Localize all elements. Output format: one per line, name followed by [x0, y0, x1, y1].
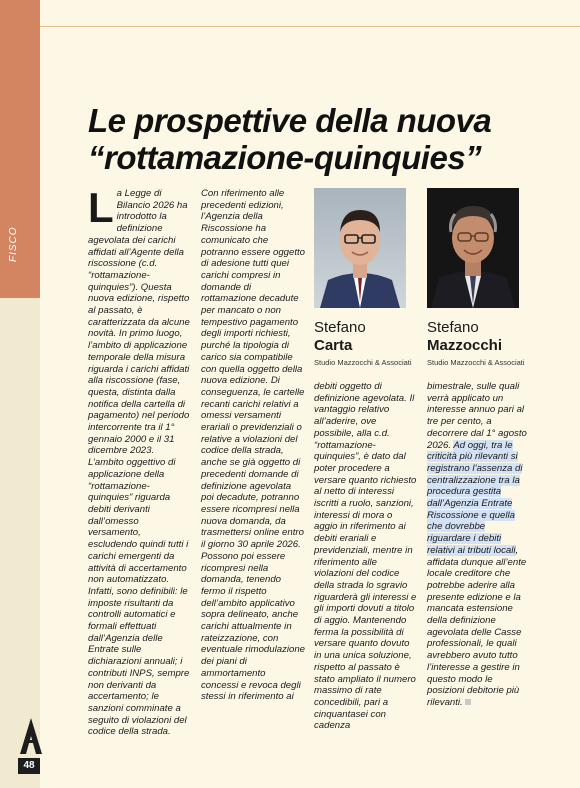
- top-rule: [40, 26, 580, 27]
- author-2-last-name: Mazzocchi: [427, 337, 503, 354]
- column-4-text-start: bimestrale, sulle quali verrà applicato un interesse annuo pari al tre per cento, a decorrere dal 1° agosto 2026.: [427, 381, 527, 451]
- article-column-1: [88, 184, 192, 738]
- article-column-4: [427, 381, 531, 709]
- portrait-carta-icon: [314, 188, 406, 308]
- end-of-article-icon: [465, 699, 471, 705]
- headline-line-2: “rottamazione-quinquies”: [88, 139, 482, 176]
- author-photo-mazzocchi: [427, 188, 519, 308]
- drop-cap: L: [88, 184, 114, 231]
- headline-line-1: Le prospettive della nuova: [88, 102, 492, 139]
- column-4-text-end: , affidata dunque all’ente locale creditore che potrebbe aderire alla presente edizione e la mancata estensione della definizione agevolata delle Casse professionali, le quali avrebbero avuto tutto l’interesse a gestire in questo modo le posizioni debitorie più rilevanti.: [427, 544, 527, 708]
- author-1-first-name: Stefano: [314, 319, 366, 336]
- page-number: 48: [18, 758, 40, 774]
- author-1-last-name: Carta: [314, 337, 353, 354]
- author-photo-carta: [314, 188, 406, 308]
- magazine-logo-icon: [20, 718, 42, 754]
- section-label: FISCO: [8, 226, 19, 262]
- author-1-firm: Studio Mazzocchi & Associati: [314, 358, 412, 367]
- column-1-text: a Legge di Bilancio 2026 ha introdotto la definizione agevolata dei carichi affidati all’Agente della riscossione (c.d. “rottamazione-quinquies”). Questa nuova edizione, rispetto al passato, è caratterizzata da alcune novità. In primo luogo, l’ambito di applicazione temporale della misura riguarda i carichi affidati alla riscossione (fase, questa, distinta dalla notifica della cartella di pagamento) nel periodo intercorrente tra il 1° gennaio 2000 e il 31 dicembre 2023. L’ambito oggettivo di applicazione della “rottamazione-quinquies” riguarda debiti derivanti dall’omesso versamento, escludendo quindi tutti i carichi emergenti da attività di accertamento non automatizzato. Infatti, sono definibili: le imposte risultanti da controlli automatici e formali effettuati dall’Agenzia delle Entrate sulle dichiarazioni annuali; i contributi INPS, sempre non derivanti da accertamento; le sanzioni comminate a seguito di violazioni del codice della strada.: [88, 188, 190, 738]
- column-3-text: debiti oggetto di definizione agevolata. Il vantaggio relativo all’aderire, ove possibile, alla c.d. “rottamazione-quinquies”, è dato dal poter procedere a versare quanto richiesto al netto di interessi iscritti a ruolo, sanzioni, interessi di mora o aggio in riferimento ai debiti erariali e previdenziali, mentre in riferimento alle violazioni del codice della strada lo sgravio riguarderà gli interessi e gli importi dovuti a titolo di aggio. Mantenendo ferma la possibilità di versare quanto dovuto in una unica soluzione, rispetto al passato è stato ampliato il numero massimo di rate concedibili, pari a cinquantasei con cadenza: [314, 381, 417, 732]
- highlighted-passage: Ad oggi, tra le criticità più rilevanti si registrano l’assenza di centralizzazione tra la procedura gestita dall’Agenzia Entrate Riscossione e quella che dovrebbe riguardare i debiti relativi ai tributi locali: [427, 439, 523, 556]
- portrait-mazzocchi-icon: [427, 188, 519, 308]
- author-2-first-name: Stefano: [427, 319, 479, 336]
- author-2-firm: Studio Mazzocchi & Associati: [427, 358, 525, 367]
- column-2-text: Con riferimento alle precedenti edizioni, l’Agenzia della Riscossione ha comunicato che potranno essere oggetto di adesione tutti quei carichi compresi in domande di rottamazione decadute per mancato o non tempestivo pagamento degli importi richiesti, purché la tipologia di carico sia compatibile con quella oggetto della nuova edizione. Di conseguenza, le cartelle recanti carichi relativi a omessi versamenti erariali o previdenziali o relative a violazioni del codice della strada, anche se già oggetto di precedenti domande di definizione agevolata poi decadute, potranno essere ricompresi nella nuova domanda, da trasmettersi online entro il giorno 30 aprile 2026. Possono poi essere ricompresi nella domanda, tenendo fermo il rispetto dell’ambito applicativo sopra delineato, anche carichi attualmente in rateizzazione, con eventuale rimodulazione dei piani di ammortamento concessi e revoca degli stessi in riferimento ai: [201, 188, 306, 703]
- article-column-2: [201, 188, 305, 703]
- article-column-3: [314, 381, 418, 732]
- article-headline: [88, 102, 558, 176]
